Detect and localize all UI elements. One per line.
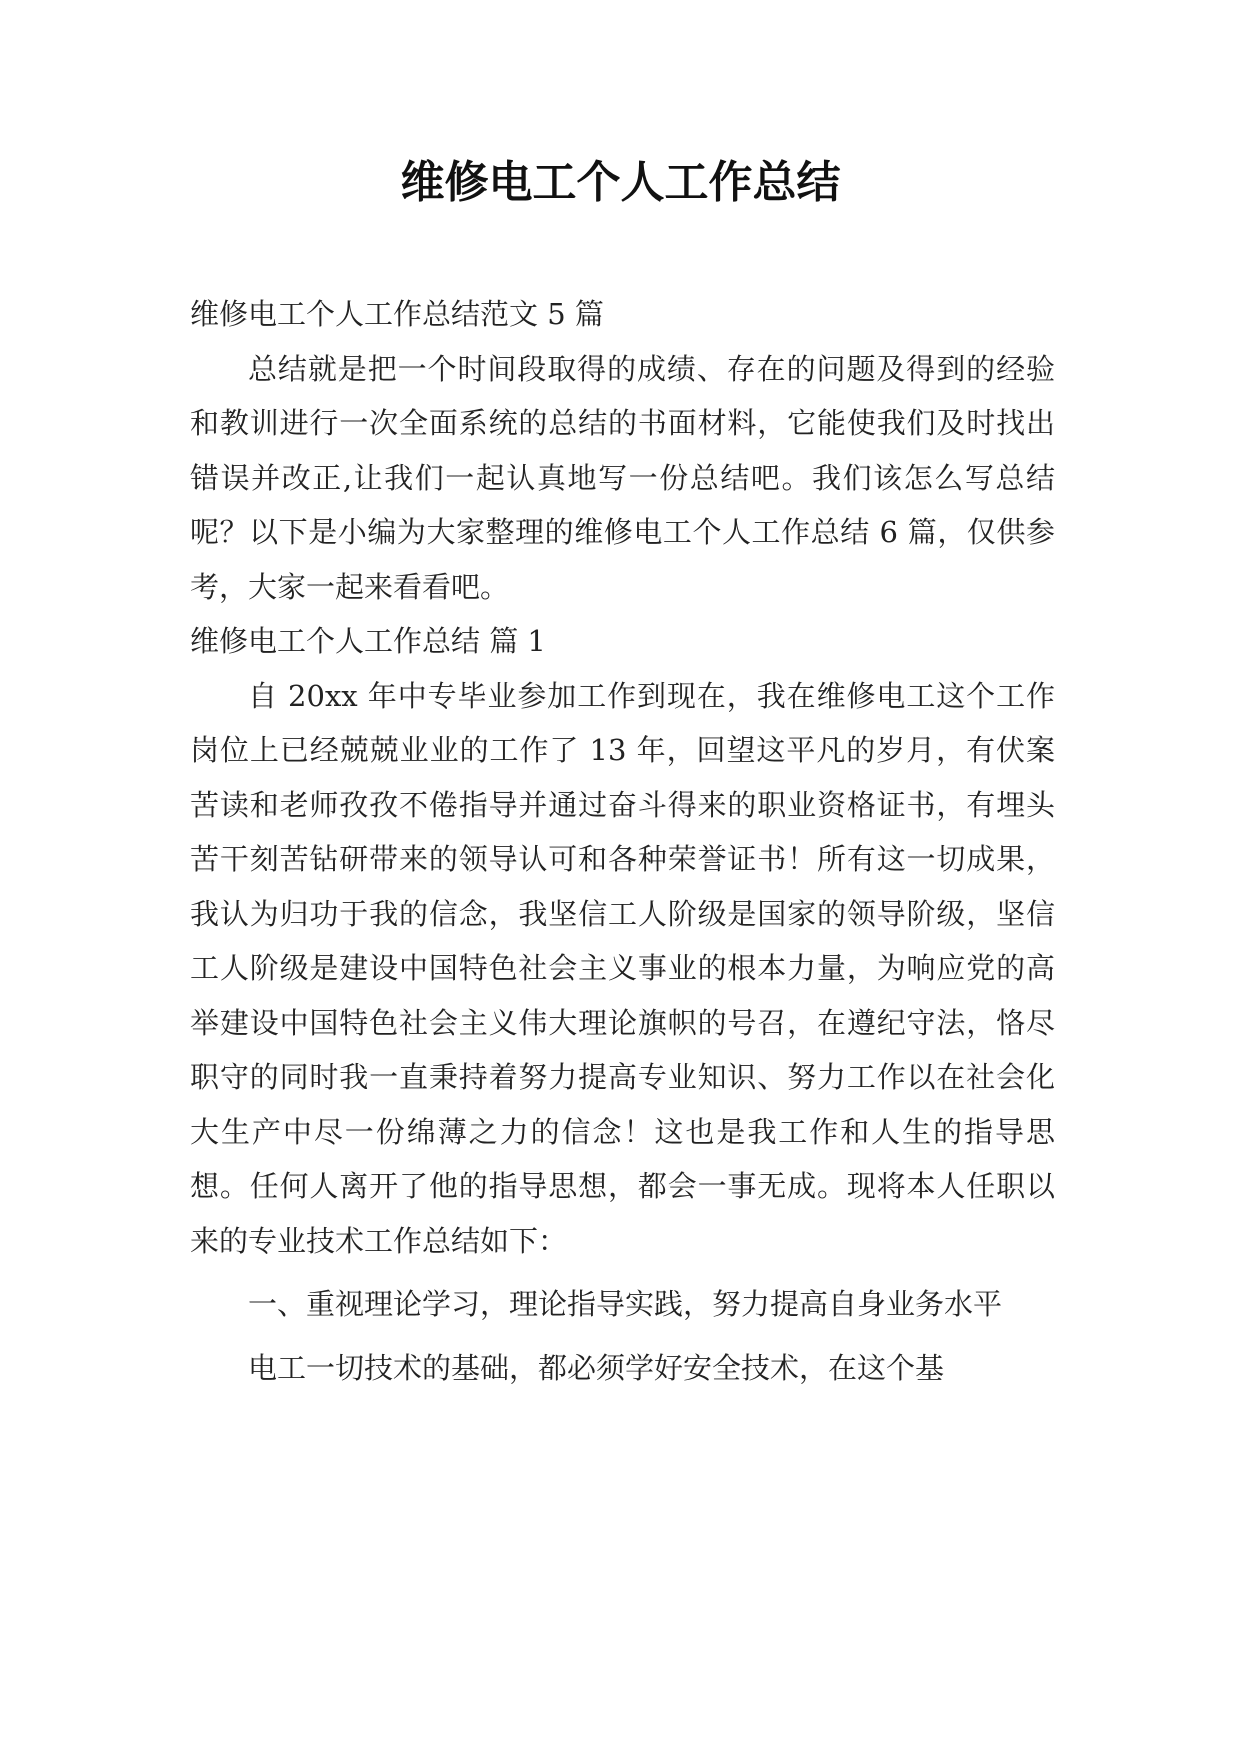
document-subtitle: 维修电工个人工作总结范文 5 篇	[190, 297, 604, 331]
body-paragraph-truncated: 电工一切技术的基础，都必须学好安全技术，在这个基	[248, 1350, 945, 1385]
point-heading: 一、重视理论学习，理论指导实践，努力提高自身业务水平	[248, 1287, 1003, 1321]
intro-paragraph: 总结就是把一个时间段取得的成绩、存在的问题及得到的经验和教训进行一次全面系统的总结的书面材料，它能使我们及时找出错误并改正,让我们一起认真地写一份总结吧。我们该怎么写总结呢？以下是小编为大家整理的维修电工个人工作总结 6 篇，仅供参考，大家一起来看看吧。	[190, 351, 1055, 604]
section-heading: 维修电工个人工作总结 篇 1	[190, 624, 546, 658]
document-title: 维修电工个人工作总结	[400, 157, 841, 208]
document-body	[190, 287, 1055, 1395]
body-paragraph: 自 20xx 年中专毕业参加工作到现在，我在维修电工这个工作岗位上已经兢兢业业的工作了 13 年，回望这平凡的岁月，有伏案苦读和老师孜孜不倦指导并通过奋斗得来的职业资格证书，有埋头苦干刻苦钻研带来的领导认可和各种荣誉证书！所有这一切成果，我认为归功于我的信念，我坚信工人阶级是国家的领导阶级，坚信工人阶级是建设中国特色社会主义事业的根本力量，为响应党的高举建设中国特色社会主义伟大理论旗帜的号召，在遵纪守法，恪尽职守的同时我一直秉持着努力提高专业知识、努力工作以在社会化大生产中尽一份绵薄之力的信念！这也是我工作和人生的指导思想。任何人离开了他的指导思想，都会一事无成。现将本人任职以来的专业技术工作总结如下：	[190, 678, 1055, 1258]
